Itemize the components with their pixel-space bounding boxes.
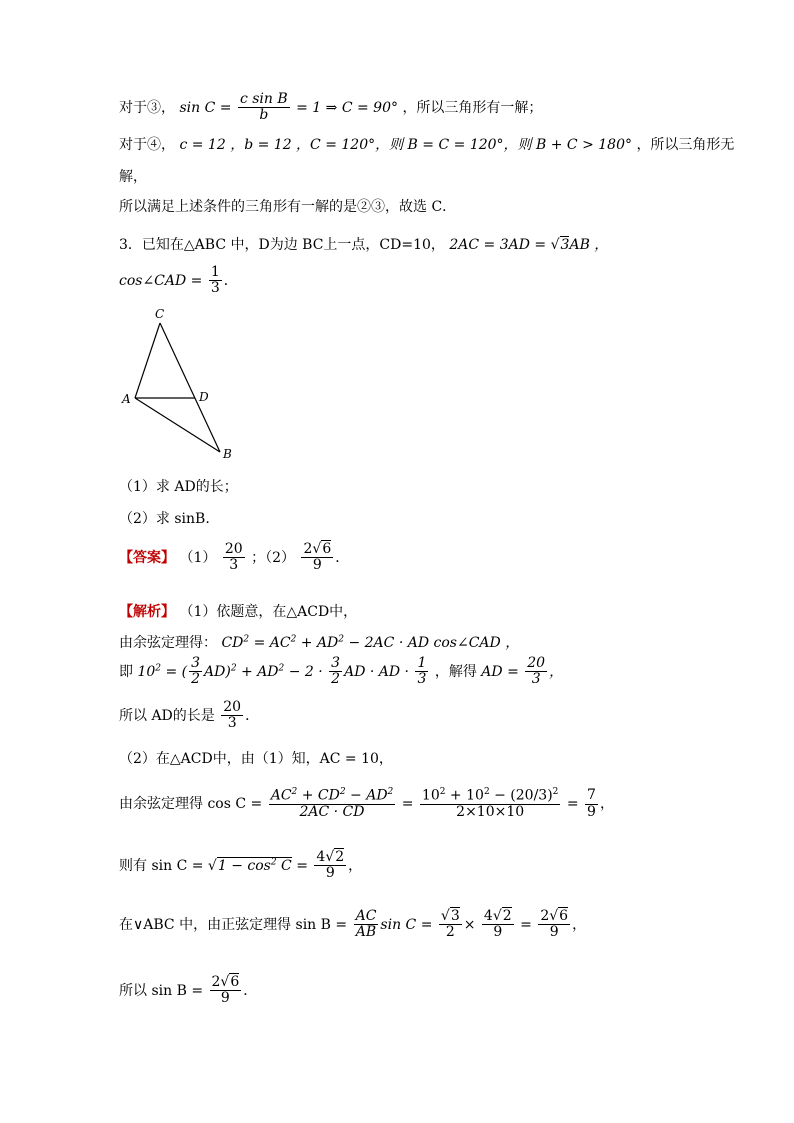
analysis-line-1: 【解析】 （1）依题意，在△ACD中，	[119, 604, 358, 620]
text-line-summary: 所以满足上述条件的三角形有一解的是②③，故选 C．	[119, 199, 457, 215]
analysis-line-4: 所以 AD的长是 $\frac{20}{3}$ ．	[119, 699, 260, 732]
text-line-case4	[119, 134, 734, 154]
case3-formula: sin C = $\frac{\text{c sin B}}{b}$ = 1 ⇒ C = 90°	[179, 91, 398, 124]
analysis-line-5: （2）在△ACD中，由（1）知，AC = 10，	[119, 751, 393, 767]
analysis-line-9: 所以 sin B = $\frac{2√6}{9}$ ．	[119, 974, 258, 1007]
analysis-tag: 【解析】	[119, 604, 175, 620]
answer-line: 【答案】 （1） $\frac{20}{3}$ ；（2） $\frac{2√6}{9}$ ．	[119, 541, 350, 574]
question-3-part-2: （2）求 sinB.	[119, 511, 210, 527]
vertex-label-a: A	[122, 392, 131, 406]
vertex-label-b: B	[223, 447, 232, 461]
analysis-line-8: 在∨ABC 中，由正弦定理得 sin B = $\frac{AC}{AB}$ sin C = $\frac{√3}{2}$ × $\frac{4√2}{9}$ = $\frac{2√6}{9}$ ，	[119, 908, 587, 941]
case4-conclusion: ，所以三角形无	[636, 137, 735, 153]
question-3-cos-condition: cos∠CAD = $\frac{1}{3}$ ．	[119, 264, 238, 297]
question-3-stem: 3．已知在△ABC 中，D为边 BC上一点，CD=10， 2AC = 3AD = √3AB ，	[119, 237, 609, 253]
analysis-line-6: 由余弦定理得 cos C = $\frac{AC^2 + CD^2 - AD^2}{2AC \cdot CD}$ = $\frac{10^2 + 10^2 - (20/3)^2}{2\times 10\times 10}$ = $\frac{7}{9}$ ，	[119, 787, 614, 821]
text-line-no-solution: 解，	[119, 169, 147, 185]
analysis-line-7: 则有 $\sin C = √1 - \cos^2 C$ = $\frac{4√2}{9}$ ，	[119, 849, 363, 882]
analysis-line-3: 即 $10^2$ = ( $\frac{3}{2}$ $AD)^2 + AD^2 - 2$ · $\frac{3}{2}$ AD · AD · $\frac{1}{3}$ ，解得 AD = $\frac{20}{3}$ ，	[119, 655, 564, 688]
answer-tag: 【答案】	[119, 549, 175, 566]
vertex-label-c: C	[155, 307, 165, 321]
triangle-figure	[118, 305, 248, 465]
case3-label: 对于③，	[119, 99, 175, 116]
case4-formula: c = 12 ，b = 12 ，C = 120°，则 B = C = 120°，则 B + C > 180°	[179, 137, 632, 153]
case3-conclusion: ，所以三角形有一解；	[402, 99, 543, 116]
text-line-case3	[119, 92, 542, 124]
case4-label: 对于④，	[119, 137, 175, 153]
analysis-line-2: 由余弦定理得： $CD^2 = AC^2 + AD^2 - 2AC$ · AD cos∠CAD ，	[119, 634, 520, 651]
question-3-part-1: （1）求 AD的长；	[119, 479, 238, 495]
vertex-label-d: D	[199, 390, 209, 404]
